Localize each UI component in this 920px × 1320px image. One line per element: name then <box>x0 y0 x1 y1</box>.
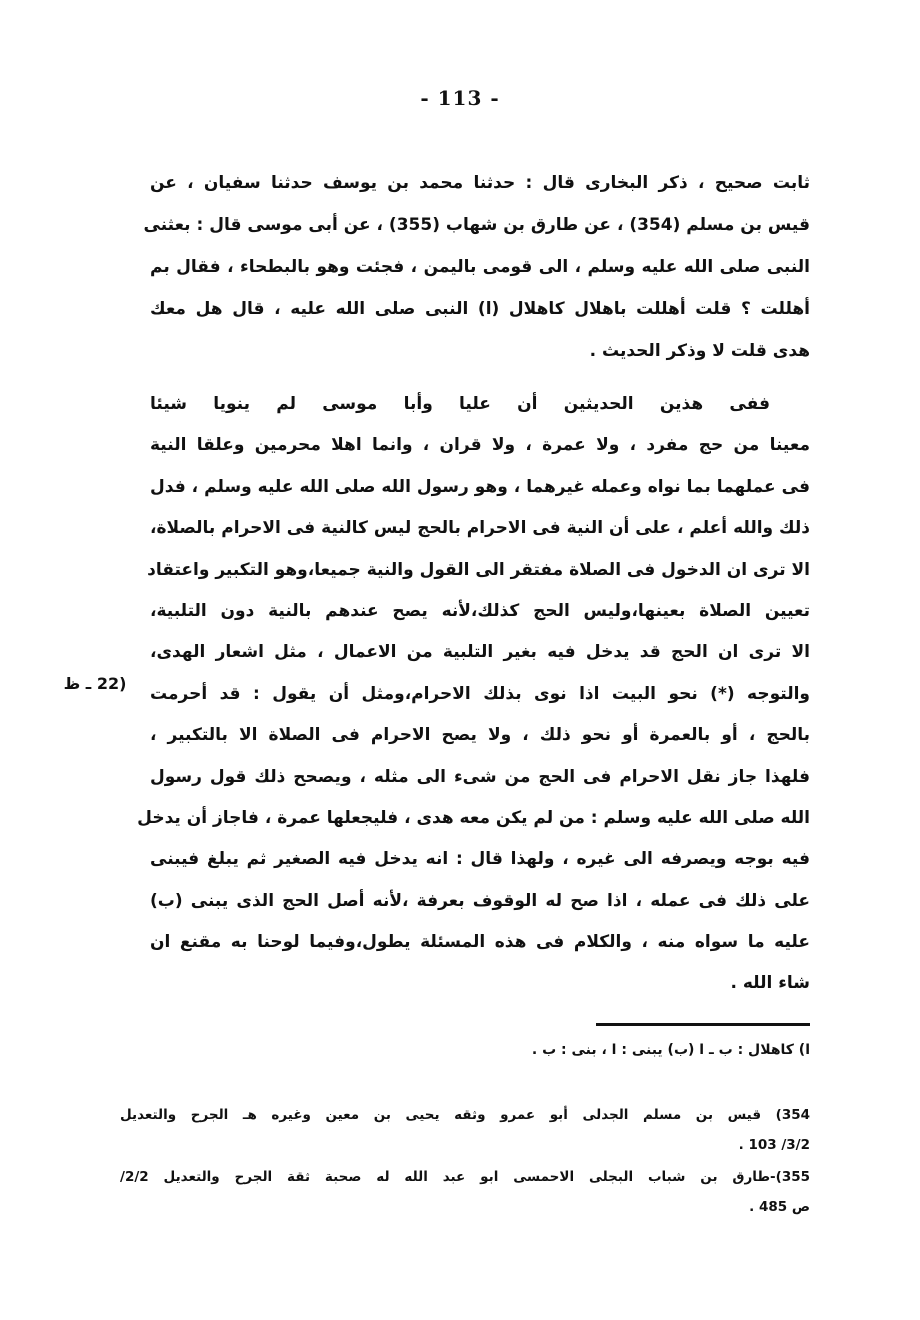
text-segment: فاجاز أن يدخل <box>137 807 259 828</box>
text-line: الا ترى ان الحج قد يدخل فيه بغير التلبية من الاعمال ، مثل اشعار الهدى، <box>150 642 810 663</box>
footnote-355 <box>120 1162 810 1222</box>
footnote-separator <box>596 1023 810 1026</box>
text-line: فى عملهما بما نواه وعمله غيرهما ، وهو رسول الله صلى الله عليه وسلم ، فدل <box>150 476 810 497</box>
text-line: شاء الله . <box>730 973 810 994</box>
text-line: فلهذا جاز نقل الاحرام فى الحج من شىء الى مثله ، ويصحح ذلك قول رسول <box>150 766 810 787</box>
hadith-quote: من لم يكن معه هدى ، فليجعلها عمرة ، <box>264 807 585 828</box>
text-line: هدى قلت لا وذكر الحديث . <box>589 341 810 361</box>
page-number: - 113 - <box>420 86 500 110</box>
variant-readings-footnote: ا) كاهلال : ب ـ ا (ب) يبنى : ا ، بنى : ب . <box>531 1042 810 1058</box>
text-line: عليه ما سواه منه ، والكلام فى هذه المسئلة يطول،وفيما لوحنا به مقنع ان <box>150 932 810 953</box>
text-line: أهللت ؟ قلت أهللت باهلال كاهلال (ا) النبى صلى الله عليه ، قال هل معك <box>150 299 810 319</box>
text-line: ففى هذين الحديثين أن عليا وأبا موسى لم ينويا شيئا <box>150 394 770 414</box>
text-line: ثابت صحيح ، ذكر البخارى قال : حدثنا محمد بن يوسف حدثنا سفيان ، عن <box>150 173 810 193</box>
text-line: ذلك والله أعلم ، على أن النية فى الاحرام بالحج ليس كالنية فى الاحرام بالصلاة، <box>150 518 810 539</box>
paragraph-2 <box>137 384 810 1005</box>
text-line: تعيين الصلاة بعينها،وليس الحج كذلك،لأنه يصح عندهم بالنية دون التلبية، <box>150 600 810 621</box>
text-line: على ذلك فى عمله ، اذا صح له الوقوف بعرفة ،لأنه أصل الحج الذى يبنى (ب) <box>150 890 810 911</box>
text-line: والتوجه (*) نحو البيت اذا نوى بذلك الاحرام،ومثل أن يقول : قد أحرمت <box>150 683 810 704</box>
text-line: النبى صلى الله عليه وسلم ، الى قومى باليمن ، فجئت وهو بالبطحاء ، فقال بم <box>150 257 810 277</box>
footnote-354 <box>120 1100 810 1160</box>
text-line: الا ترى ان الدخول فى الصلاة مفتقر الى القول والنية جميعا،وهو التكبير واعتقاد <box>147 559 810 580</box>
text-line: فيه بوجه ويصرفه الى غيره ، ولهذا قال : انه يدخل فيه الصغير ثم يبلغ فيبنى <box>150 849 810 870</box>
footnote-line: 354) قيس بن مسلم الجدلى أبو عمرو وثقه يحيى بن معين وغيره هـ الجرح والتعديل <box>120 1107 810 1123</box>
footnote-line: 3/2/ 103 . <box>738 1137 810 1153</box>
text-line: بالحج ، أو بالعمرة أو نحو ذلك ، ولا يصح الاحرام فى الصلاة الا بالتكبير ، <box>150 725 810 746</box>
text-line <box>137 798 810 839</box>
paragraph-1 <box>143 162 810 372</box>
footnote-line: ص 485 . <box>749 1199 810 1215</box>
margin-folio-note: (22 ـ ظ <box>63 674 127 693</box>
text-line: قيس بن مسلم (354) ، عن طارق بن شهاب (355) ، عن أبى موسى قال : بعثنى <box>143 215 810 235</box>
text-line: معينا من حج مفرد ، ولا عمرة ، ولا قران ، وانما اهلا محرمين وعلقا النية <box>150 435 810 456</box>
text-segment: الله صلى الله عليه وسلم : <box>590 807 810 828</box>
footnote-line: 355)-طارق بن شباب البجلى الاحمسى ابو عبد الله له صحبة ثقة الجرح والتعديل 2/2/ <box>120 1169 810 1185</box>
